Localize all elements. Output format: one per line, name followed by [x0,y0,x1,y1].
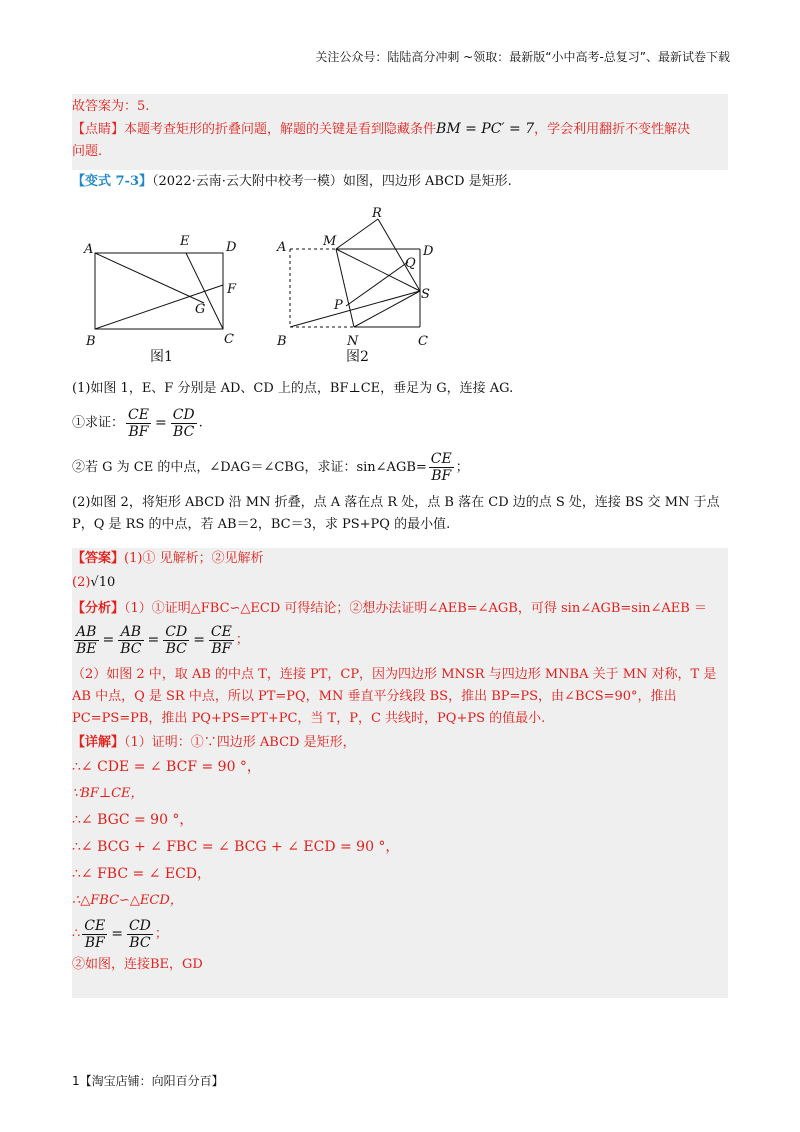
part-1b: ②若 G 为 CE 的中点，∠DAG＝∠CBG，求证：sin∠AGB= $\frac{CE}{BF}$ ； [72,451,469,484]
problem-parts [72,378,728,536]
sqrt-10: √10 [90,575,116,590]
fig2-label-N: N [347,334,359,349]
fraction-cd-bc-3: $\frac{CD}{BC}$ [128,917,151,951]
fig2-label-R: R [372,206,382,221]
fraction-ab-bc: $\frac{AB}{BC}$ [120,623,142,657]
comment-formula: BM = PC′ = 7 [436,121,535,137]
fig2-label-P: P [334,298,343,313]
fraction-ce-bf: $\frac{CE}{BF}$ [128,406,149,440]
fig2-caption: 图2 [346,349,369,365]
solution-block [72,548,728,998]
fig1-label-E: E [180,234,190,249]
comment-line [72,118,728,141]
fig1-label-B: B [86,334,96,349]
analysis-line-1: 【分析】（1）①证明△FBC∽△ECD 可得结论；②想办法证明∠AEB=∠AGB，可得 sin∠AGB=sin∠AEB ＝ [72,601,707,616]
answer-line: 故答案为：5. [72,99,150,114]
fig1-caption: 图1 [150,349,173,365]
analysis-fractions: $\frac{AB}{BE}$ = $\frac{AB}{BC}$ = $\frac{CD}{BC}$ = $\frac{CE}{BF}$ ； [76,623,249,657]
comment-line-2: 问题. [72,144,103,159]
part-1a: ①求证： $\frac{CE}{BF}$ = $\frac{CD}{BC}$ . [72,406,203,440]
comment-text-a: 本题考查矩形的折叠问题，解题的关键是看到隐藏条件 [124,122,437,137]
fig2-label-D: D [423,244,434,259]
fig1-label-A: A [84,242,94,257]
fraction-ab-be: $\frac{AB}{BE}$ [76,623,97,657]
analysis-line-2c: PC=PS=PB，推出 PQ+PS=PT+PC，当 T，P，C 共线时，PQ+PS 的值最小. [72,711,546,726]
fig2-label-A: A [277,240,287,255]
detail-line: 【详解】（1）证明：①∵四边形 ABCD 是矩形， [72,735,356,750]
part-1a-prefix: ①求证： [72,415,125,431]
part-1: (1)如图 1，E、F 分别是 AD、CD 上的点，BF⊥CE，垂足为 G，连接 AG. [72,381,514,396]
page-header: 关注公众号：陆陆高分冲刺 ~领取：最新版“小中高考-总复习”、最新试卷下载 [315,50,730,64]
figure-1 [83,234,237,365]
fig2-label-S: S [421,287,430,302]
analysis-line-2a: （2）如图 2 中，取 AB 的中点 T，连接 PT，CP，因为四边形 MNSR 与四边形 MNBA 关于 MN 对称，T 是 [72,667,717,682]
fraction-cd-bc-2: $\frac{CD}{BC}$ [165,623,188,657]
page-footer: 1【淘宝店铺：向阳百分百】 [72,1074,224,1088]
figure-2 [276,206,434,365]
comment-text-b: ，学会利用翻折不变性解决 [534,122,691,137]
fig1-label-D: D [226,240,237,255]
comment-tag: 【点睛】 [72,122,125,137]
problem-tag: 【变式 7-3】 [72,174,153,189]
fraction-ce-bf-4: $\frac{CE}{BF}$ [84,917,106,951]
fig1-label-F: F [227,282,237,297]
part-1b-prefix: ②若 G 为 CE 的中点，∠DAG＝∠CBG，求证：sin∠AGB= [72,460,427,475]
fraction-ce-bf-2: $\frac{CE}{BF}$ [430,451,452,484]
fig2-label-Q: Q [405,256,416,271]
proof-step: ∴∠ BGC = 90 °， [72,812,194,828]
fig1-label-G: G [195,302,206,317]
proof-step: ∴∠ CDE = ∠ BCF = 90 °， [72,759,261,775]
geometry-figures [80,205,450,375]
analysis-line-2b: AB 中点，Q 是 SR 中点，所以 PT=PQ，MN 垂直平分线段 BS，推出 BP=PS，由∠BCS=90°，推出 [72,689,677,704]
part-2-line-2: P，Q 是 RS 的中点，若 AB＝2，BC＝3，求 PS+PQ 的最小值. [72,517,451,532]
proof-step: ∵BF⊥CE， [72,786,144,801]
problem-intro-text: （2022·云南·云大附中校考一模）如图，四边形 ABCD 是矩形. [152,174,512,189]
part-2-line-1: (2)如图 2，将矩形 ABCD 沿 MN 折叠，点 A 落在点 R 处，点 B 落在 CD 边的点 S 处，连接 BS 交 MN 于点 [72,495,720,510]
fig2-label-C: C [418,334,428,349]
proof-step: ∴∠ FBC = ∠ ECD， [72,866,212,882]
fraction-ce-bf-3: $\frac{CE}{BF}$ [210,623,232,657]
figure-svg [80,205,450,375]
fig2-label-M: M [323,234,337,249]
proof-final-ratio: ∴ $\frac{CE}{BF}$ = $\frac{CD}{BC}$ ； [72,917,168,951]
previous-answer-block [72,94,728,170]
answer-line-1: 【答案】(1)① 见解析；②见解析 [72,551,264,566]
fig1-label-C: C [224,332,234,347]
proof-step: ∴△FBC∽△ECD， [72,893,183,908]
problem-intro [72,171,728,193]
answer-line-2: (2)√10 [72,575,116,590]
fraction-cd-bc: $\frac{CD}{BC}$ [172,406,195,440]
proof-step: ∴∠ BCG + ∠ FBC = ∠ BCG + ∠ ECD = 90 °， [72,839,400,855]
proof-last-line: ②如图，连接BE，GD [72,957,203,972]
fig2-label-B: B [277,334,287,349]
